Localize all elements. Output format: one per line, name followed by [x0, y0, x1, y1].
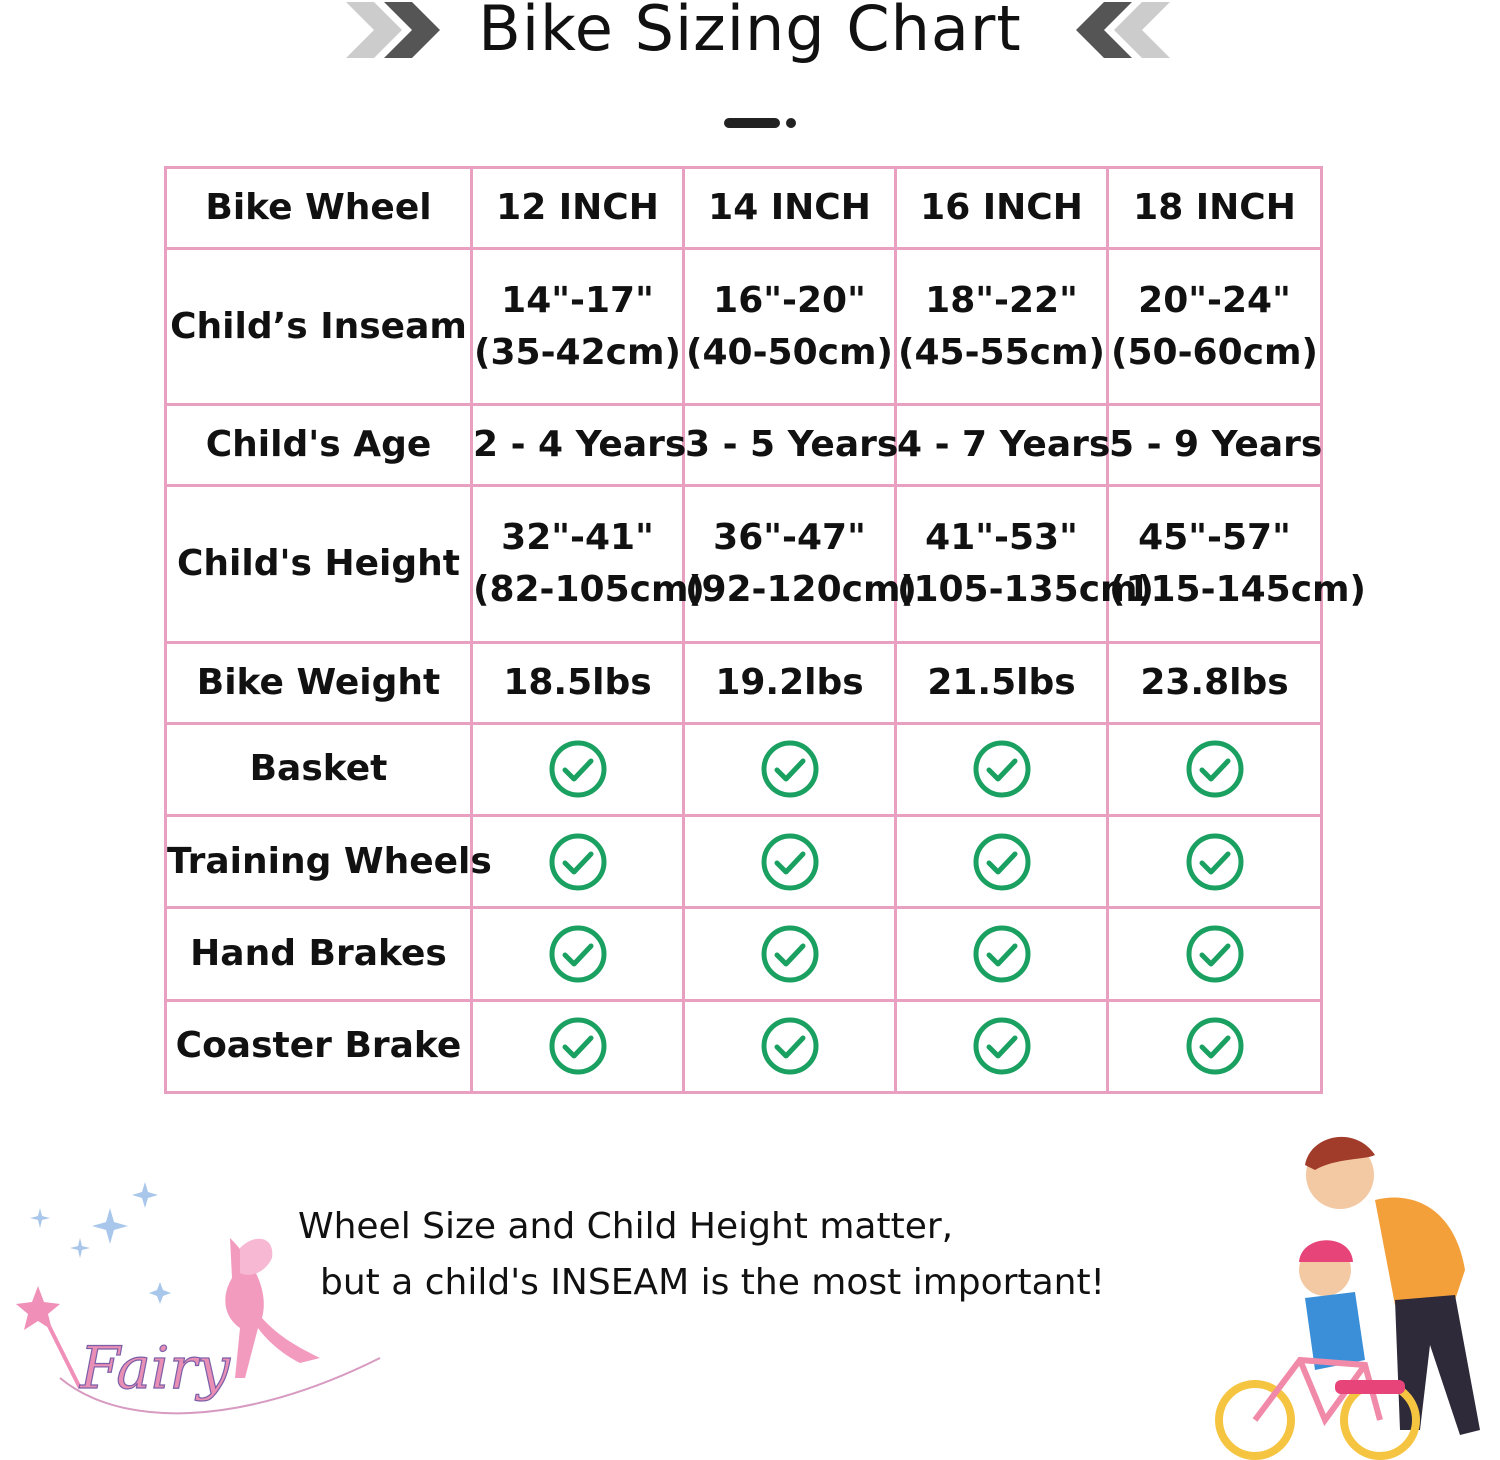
fairy-logo-text: Fairy	[80, 1334, 230, 1402]
cell-line-1: 32"-41"	[501, 517, 654, 559]
table-row	[166, 815, 1322, 907]
check-icon	[548, 924, 608, 984]
cell-line-1: 36"-47"	[713, 517, 866, 559]
table-row	[166, 723, 1322, 815]
check-icon	[1185, 739, 1245, 799]
table-cell: 4 - 7 Years	[896, 405, 1108, 486]
table-cell: 2 - 4 Years	[472, 405, 684, 486]
row-header-cell: Bike Wheel	[166, 168, 472, 249]
row-header-cell: Training Wheels	[166, 815, 472, 907]
cell-line-1: 45"-57"	[1138, 517, 1291, 559]
check-icon	[548, 832, 608, 892]
table-cell	[472, 486, 705, 643]
table-cell	[896, 908, 1108, 1000]
column-header-cell: 18 INCH	[1108, 168, 1322, 249]
cell-line-1: 16"-20"	[713, 279, 866, 321]
table-cell	[684, 248, 896, 405]
double-chevron-left-icon	[1072, 0, 1172, 62]
note-line-1: Wheel Size and Child Height matter,	[298, 1206, 954, 1247]
note-line-2: but a child's INSEAM is the most important!	[320, 1262, 1105, 1303]
table-row	[166, 908, 1322, 1000]
cell-line-1: 41"-53"	[925, 517, 1078, 559]
cell-line-2: (82-105cm)	[473, 569, 705, 611]
check-icon	[1185, 832, 1245, 892]
row-header-cell: Child's Age	[166, 405, 472, 486]
table-cell	[684, 908, 896, 1000]
table-cell	[684, 1000, 896, 1092]
table-cell: 5 - 9 Years	[1108, 405, 1322, 486]
cell-line-2: (115-145cm)	[1109, 569, 1366, 611]
row-header-cell: Child's Height	[166, 486, 472, 643]
check-icon	[548, 1016, 608, 1076]
table-cell	[1108, 815, 1322, 907]
table-cell	[1108, 1000, 1322, 1092]
table-row	[166, 405, 1322, 486]
table-cell	[1108, 248, 1322, 405]
cell-line-2: (40-50cm)	[686, 331, 893, 373]
table-cell	[896, 486, 1154, 643]
check-icon	[972, 1016, 1032, 1076]
check-icon	[1185, 924, 1245, 984]
table-cell	[472, 1000, 684, 1092]
table-cell	[684, 486, 917, 643]
table-cell	[472, 908, 684, 1000]
cell-line-1: 14"-17"	[501, 279, 654, 321]
table-row	[166, 486, 1322, 643]
table-cell	[472, 815, 684, 907]
cell-line-1: 18"-22"	[925, 279, 1078, 321]
check-icon	[760, 924, 820, 984]
row-header-cell: Coaster Brake	[166, 1000, 472, 1092]
table-cell	[472, 248, 684, 405]
table-row	[166, 642, 1322, 723]
table-cell	[896, 815, 1108, 907]
parent-child-bike-illustration	[1205, 1130, 1500, 1460]
column-header-cell: 12 INCH	[472, 168, 684, 249]
cell-line-2: (35-42cm)	[474, 331, 681, 373]
check-icon	[548, 739, 608, 799]
column-header-cell: 14 INCH	[684, 168, 896, 249]
row-header-cell: Bike Weight	[166, 642, 472, 723]
check-icon	[1185, 1016, 1245, 1076]
title-divider	[724, 118, 780, 128]
table-cell	[684, 815, 896, 907]
fairy-logo	[0, 1178, 390, 1460]
table-header-row	[166, 168, 1322, 249]
table-cell: 18.5lbs	[472, 642, 684, 723]
table-cell	[684, 723, 896, 815]
cell-line-2: (50-60cm)	[1111, 331, 1318, 373]
row-header-cell: Child’s Inseam	[166, 248, 472, 405]
table-cell	[1108, 723, 1322, 815]
table-row	[166, 1000, 1322, 1092]
sizing-table	[164, 166, 1366, 1094]
table-cell	[896, 1000, 1108, 1092]
row-header-cell: Hand Brakes	[166, 908, 472, 1000]
check-icon	[972, 832, 1032, 892]
cell-line-2: (92-120cm)	[685, 569, 917, 611]
cell-line-1: 20"-24"	[1138, 279, 1291, 321]
table-cell: 19.2lbs	[684, 642, 896, 723]
table-cell	[1108, 486, 1366, 643]
table-cell: 23.8lbs	[1108, 642, 1322, 723]
title-area	[0, 0, 1500, 80]
check-icon	[760, 832, 820, 892]
table-cell	[1108, 908, 1322, 1000]
cell-line-2: (45-55cm)	[898, 331, 1105, 373]
table-cell: 21.5lbs	[896, 642, 1108, 723]
table-row	[166, 248, 1322, 405]
table-cell	[896, 248, 1108, 405]
table-cell	[472, 723, 684, 815]
row-header-cell: Basket	[166, 723, 472, 815]
check-icon	[972, 739, 1032, 799]
table-cell	[896, 723, 1108, 815]
check-icon	[972, 924, 1032, 984]
column-header-cell: 16 INCH	[896, 168, 1108, 249]
check-icon	[760, 739, 820, 799]
page-title: Bike Sizing Chart	[478, 0, 1022, 65]
cell-line-2: (105-135cm)	[897, 569, 1154, 611]
table-cell: 3 - 5 Years	[684, 405, 896, 486]
check-icon	[760, 1016, 820, 1076]
title-divider-dot	[786, 118, 796, 128]
